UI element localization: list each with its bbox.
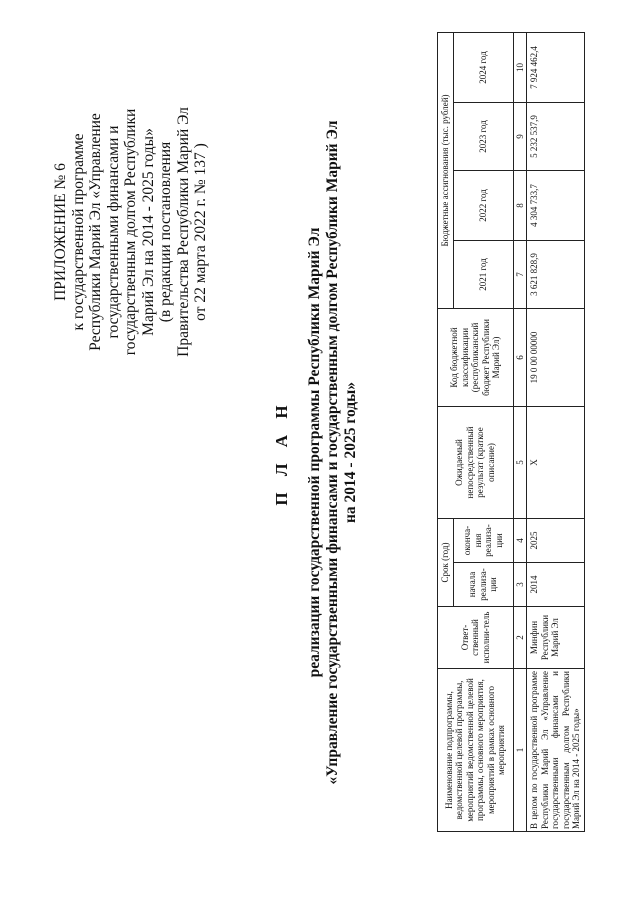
row-end: 2025: [527, 518, 585, 562]
column-number: 8: [513, 170, 527, 240]
header-code: Код бюджетной классификации (республиканский бюджет Республики Марий Эл): [438, 308, 514, 406]
header-executor: Ответ-ственный исполни-тель: [438, 607, 514, 669]
plan-subtitle-line: на 2014 - 2025 годы»: [342, 382, 359, 523]
row-2022: 4 304 733,7: [527, 170, 585, 240]
column-number: 2: [513, 607, 527, 669]
header-term: Срок (год): [438, 518, 454, 606]
header-start: начала реализа-ции: [453, 563, 513, 607]
column-number: 5: [513, 406, 527, 518]
header-budget: Бюджетные ассигнования (тыс. рублей): [438, 32, 454, 308]
plan-heading: [272, 20, 360, 885]
appendix-line: Республики Марий Эл «Управление: [87, 113, 104, 351]
row-code: 19 0 00 00000: [527, 308, 585, 406]
header-result: Ожидаемый непосредственный результат (краткое описание): [438, 406, 514, 518]
appendix-line: Марий Эл на 2014 - 2025 годы»: [139, 128, 157, 336]
table-row: [527, 32, 585, 831]
header-2021: 2021 год: [453, 240, 513, 308]
row-2023: 5 232 537,9: [527, 102, 585, 170]
column-number: 10: [513, 32, 527, 102]
plan-subtitle-line: «Управление государственными финансами и государственным долгом Республики Марий Эл: [324, 120, 341, 785]
row-result: X: [527, 406, 585, 518]
appendix-line: Правительства Республики Марий Эл: [174, 107, 192, 357]
column-number: 6: [513, 308, 527, 406]
appendix-line: государственным долгом Республики: [122, 108, 139, 356]
header-2023: 2023 год: [453, 102, 513, 170]
appendix-line: к государственной программе: [69, 133, 87, 331]
plan-table: [437, 32, 585, 832]
appendix-line: от 22 марта 2022 г. № 137 ): [192, 143, 209, 321]
header-2024: 2024 год: [453, 32, 513, 102]
column-number: 7: [513, 240, 527, 308]
row-start: 2014: [527, 563, 585, 607]
row-name: В целом по государственной программе Республики Марий Эл «Управление государственными финансами и государственным долгом Республики Марий Эл на 2014 - 2025 годы»: [527, 669, 585, 832]
appendix-line: ПРИЛОЖЕНИЕ № 6: [52, 163, 69, 301]
column-number: 4: [513, 518, 527, 562]
row-2021: 3 621 828,9: [527, 240, 585, 308]
header-name: Наименование подпрограммы, ведомственной целевой программы, мероприятий ведомственной целевой программы, основного мероприятия, мероприятий в рамках основного мероприятия: [438, 669, 514, 832]
row-2024: 7 924 462,4: [527, 32, 585, 102]
appendix-line: (в редакции постановления: [157, 141, 174, 323]
header-end: оконча-ния реализа-ции: [453, 518, 513, 562]
plan-subtitle-line: реализации государственной программы Республики Марий Эл: [306, 227, 323, 678]
plan-title: П Л А Н: [272, 399, 291, 506]
row-executor: Минфин Республики Марий Эл: [527, 607, 585, 669]
appendix-block: [52, 47, 210, 417]
header-2022: 2022 год: [453, 170, 513, 240]
column-number: 3: [513, 563, 527, 607]
column-number: 9: [513, 102, 527, 170]
column-number: 1: [513, 669, 527, 832]
appendix-line: государственными финансами и: [104, 125, 122, 339]
